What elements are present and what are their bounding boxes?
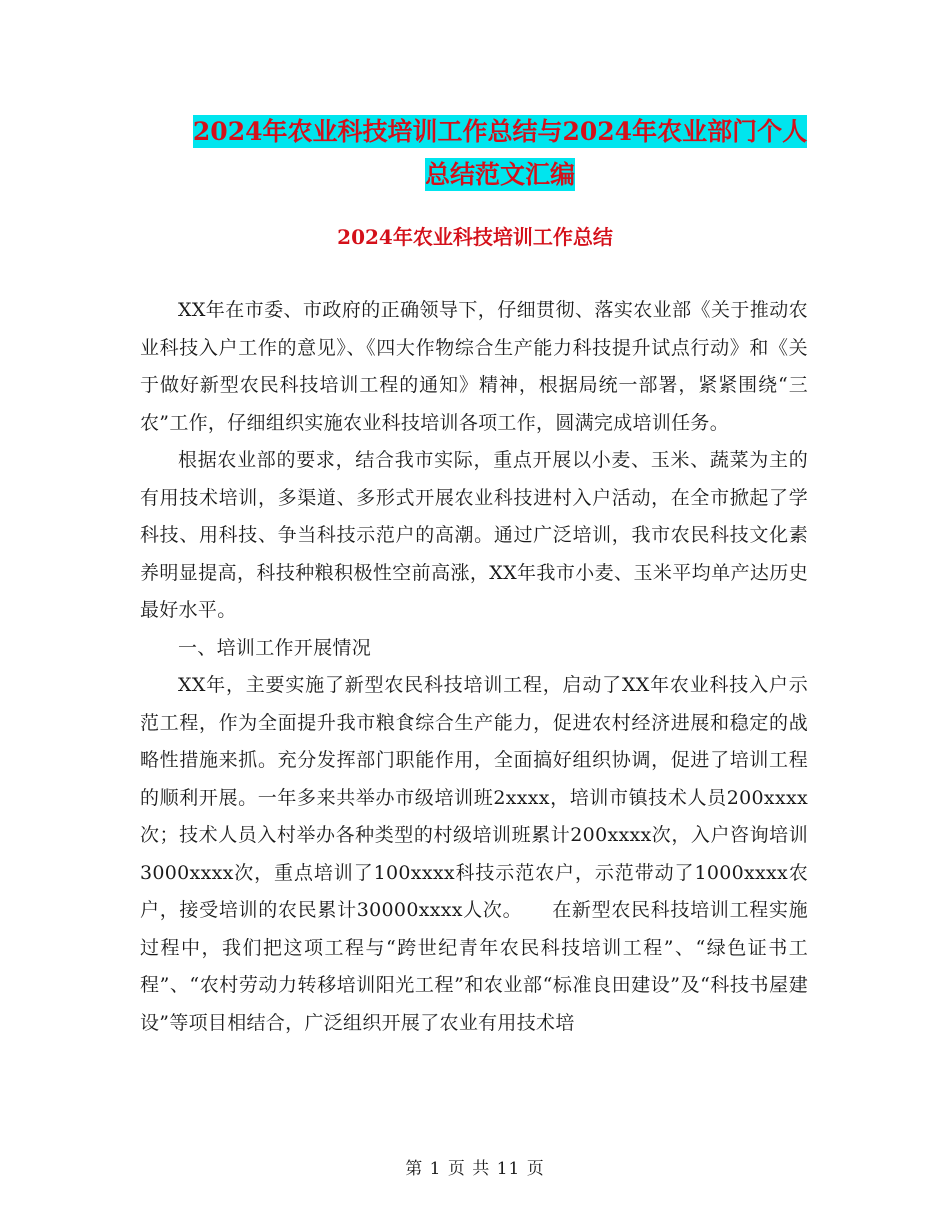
- page-number-footer: 第 1 页 共 11 页: [405, 1159, 545, 1179]
- paragraph-focus: 根据农业部的要求，结合我市实际，重点开展以小麦、玉米、蔬菜为主的有用技术培训，多渠道、多形式开展农业科技进村入户活动，在全市掀起了学科技、用科技、争当科技示范户的高潮。通过广泛培训，我市农民科技文化素养明显提高，科技种粮积极性空前高涨，XX年我市小麦、玉米平均单产达历史最好水平。: [140, 449, 808, 621]
- document-title: [140, 110, 860, 196]
- document-title-line-1: 2024年农业科技培训工作总结与2024年农业部门个人: [192, 117, 808, 146]
- paragraph-training-details: XX年，主要实施了新型农民科技培训工程，启动了XX年农业科技入户示范工程，作为全面提升我市粮食综合生产能力，促进农村经济进展和稳定的战略性措施来抓。充分发挥部门职能作用，全面搞好组织协调，促进了培训工程的顺利开展。一年多来共举办市级培训班2xxxx，培训市镇技术人员200xxxx次；技术人员入村举办各种类型的村级培训班累计200xxxx次，入户咨询培训3000xxxx次，重点培训了100xxxx科技示范农户，示范带动了1000xxxx农户，接受培训的农民累计30000xxxx人次。 在新型农民科技培训工程实施过程中，我们把这项工程与“跨世纪青年农民科技培训工程”、“绿色证书工程”、“农村劳动力转移培训阳光工程”和农业部“标准良田建设”及“科技书屋建设”等项目相结合，广泛组织开展了农业有用技术培: [140, 674, 808, 1034]
- document-body: [140, 292, 808, 1042]
- document-title-line-2: 总结范文汇编: [424, 160, 575, 189]
- section-title: 2024年农业科技培训工作总结: [337, 225, 613, 249]
- heading-training-status: 一、培训工作开展情况: [178, 636, 372, 659]
- paragraph-intro: XX年在市委、市政府的正确领导下，仔细贯彻、落实农业部《关于推动农业科技入户工作的意见》、《四大作物综合生产能力科技提升试点行动》和《关于做好新型农民科技培训工程的通知》精神，根据局统一部署，紧紧围绕“三农”工作，仔细组织实施农业科技培训各项工作，圆满完成培训任务。: [140, 299, 808, 434]
